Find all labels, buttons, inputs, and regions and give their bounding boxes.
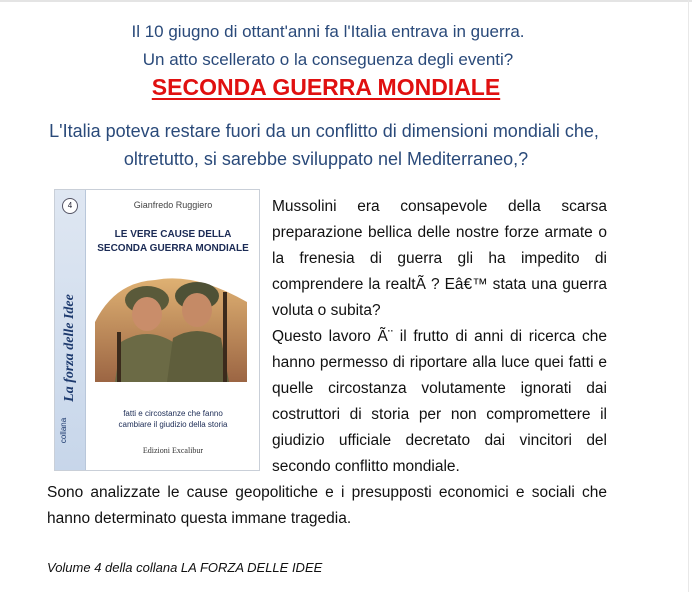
question-line-2: oltretutto, si sarebbe sviluppato nel Mediterraneo,? <box>123 149 529 169</box>
volume-number-badge: 4 <box>62 198 78 214</box>
cover-author: Gianfredo Ruggiero <box>133 200 213 210</box>
cover-title-line-2: SECONDA GUERRA MONDIALE <box>97 243 249 254</box>
question-line-1: L'Italia poteva restare fuori da un conflitto di dimensioni mondiali che, <box>49 121 599 141</box>
paragraph-1: Mussolini era consapevole della scarsa preparazione bellica delle nostre forze armate o la frenesia di guerra gli ha impedito di comprendere la realtÃ ? Eâ€™ stata una guerra voluta o subita? <box>272 198 607 319</box>
intro-line-2: Un atto scellerato o la conseguenza degli eventi? <box>142 50 514 69</box>
book-cover-image <box>54 189 260 471</box>
series-footnote: Volume 4 della collana LA FORZA DELLE IDEE <box>47 560 323 575</box>
right-border <box>688 0 689 592</box>
cover-title-line-1: LE VERE CAUSE DELLA <box>114 229 232 240</box>
cover-title <box>85 228 260 256</box>
soldiers-illustration <box>95 262 247 382</box>
cover-publisher: Edizioni Excalibur <box>142 446 204 455</box>
cover-subtitle-line-2: cambiare il giudizio della storia <box>118 420 228 429</box>
series-title: La forza delle Idee <box>62 294 77 402</box>
page-title: SECONDA GUERRA MONDIALE <box>151 74 501 100</box>
article-body <box>272 194 607 480</box>
paragraph-2: Questo lavoro Ã¨ il frutto di anni di ricerca che hanno permesso di riportare alla luce quei fatti e quelle circostanza volutamente ignorati dai costruttori di storia per non compromettere il giudizio ufficiale decretato dai vincitori del secondo conflitto mondiale. <box>272 328 607 475</box>
intro-line-1: Il 10 giugno di ottant'anni fa l'Italia entrava in guerra. <box>131 22 525 41</box>
collana-label: collana <box>59 417 69 444</box>
paragraph-3: Sono analizzate le cause geopolitiche e i presupposti economici e sociali che hanno determinato questa immane tragedia. <box>47 484 607 527</box>
top-border <box>0 0 692 2</box>
cover-subtitle <box>85 408 260 430</box>
cover-subtitle-line-1: fatti e circostanze che fanno <box>123 409 223 418</box>
